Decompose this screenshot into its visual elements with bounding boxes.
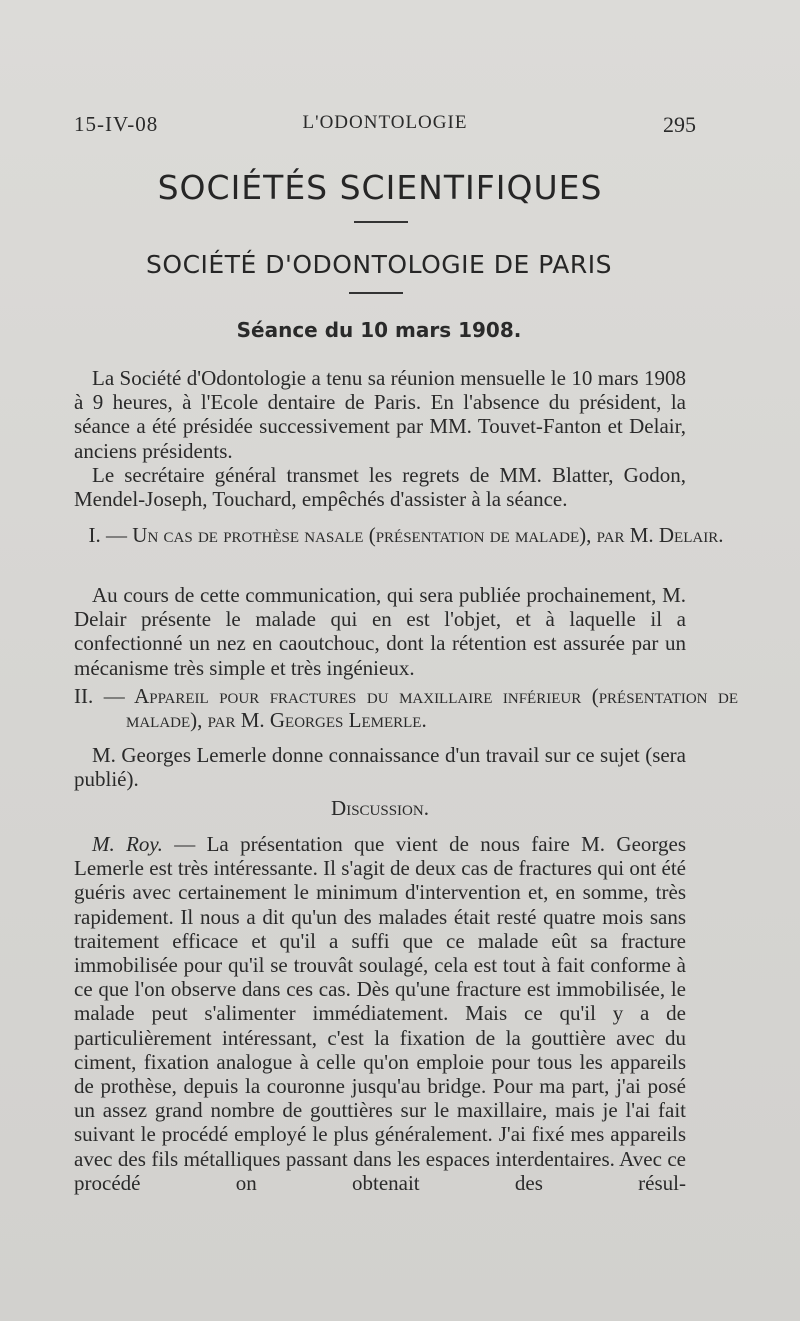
section-title: SOCIÉTÉS SCIENTIFIQUES <box>157 168 603 207</box>
issue-date: 15-IV-08 <box>74 112 159 136</box>
paragraph-delair: Au cours de cette communication, qui sera publiée prochainement, M. Delair présente le malade qui en est l'objet, et à laquelle il a confectionné un nez en caoutchouc, dont la rétention est assurée par un mécanisme très simple et très ingénieux. <box>74 583 686 680</box>
society-divider <box>349 292 403 294</box>
running-head <box>74 112 696 142</box>
paragraph-meeting: La Société d'Odontologie a tenu sa réunion mensuelle le 10 mars 1908 à 9 heures, à l'Ecole dentaire de Paris. En l'absence du président, la séance a été présidée successivement par MM. Touvet-Fanton et Delair, anciens présidents. <box>74 366 686 463</box>
paragraph-lemerle: M. Georges Lemerle donne connaissance d'un travail sur ce sujet (sera publié). <box>74 743 686 792</box>
journal-title: L'ODONTOLOGIE <box>302 112 468 133</box>
discussion-heading: Discussion. <box>331 796 429 820</box>
paragraph-roy <box>74 832 686 1195</box>
society-title: SOCIÉTÉ D'ODONTOLOGIE DE PARIS <box>146 250 612 279</box>
section-heading-1: I. — Un cas de prothèse nasale (présentation de malade), par M. Delair. <box>88 523 724 547</box>
section-heading-2: II. — Appareil pour fractures du maxillaire inférieur (présentation de malade), par M. Georges Lemerle. <box>74 684 738 733</box>
speaker-name: M. Roy. <box>92 832 163 856</box>
page-number: 295 <box>663 112 696 137</box>
title-divider <box>354 221 408 223</box>
session-heading: Séance du 10 mars 1908. <box>236 318 522 342</box>
speaker-text: — La présentation que vient de nous faire M. Georges Lemerle est très intéressante. Il s'agit de deux cas de fractures qui ont été guéris avec certainement le minimum d'intervention et, en somme, très rapidement. Il nous a dit qu'un des malades était resté quatre mois sans traitement efficace et qu'il a suffi que ce malade eût sa fracture immobilisée pour qu'il se trouvât soulagé, cela est tout à fait conforme à ce que l'on observe dans ces cas. Dès qu'une fracture est immobilisée, le malade peut s'alimenter immédiatement. Mais ce qu'il y a de particulièrement intéressant, c'est la fixation de la gouttière avec du ciment, fixation analogue à celle qu'on emploie pour tous les appareils de prothèse, depuis la couronne jusqu'au bridge. Pour ma part, j'ai posé un assez grand nombre de gouttières sur le maxillaire, mais je l'ai fait suivant le procédé employé le plus généralement. J'ai fixé mes appareils avec des fils métalliques passant dans les espaces interdentaires. Avec ce procédé on obtenait des résul- <box>74 832 686 1195</box>
paragraph-regrets: Le secrétaire général transmet les regrets de MM. Blatter, Godon, Mendel-Joseph, Touchard, empêchés d'assister à la séance. <box>74 463 686 512</box>
